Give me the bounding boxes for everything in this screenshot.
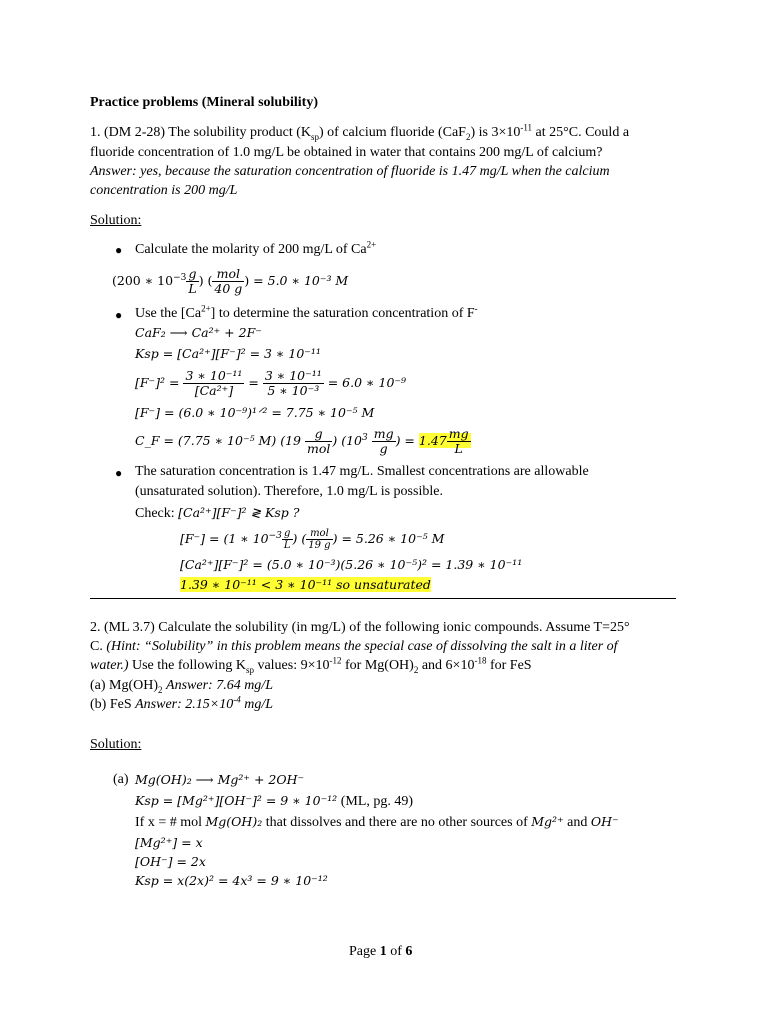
p1-eq-ksp: Ksp = [Ca²⁺][F⁻]² = 3 ∗ 10⁻¹¹ bbox=[135, 346, 321, 361]
p1-bullet2-b: ] to determine the saturation concentration of F bbox=[210, 306, 475, 321]
p2-sol-a-ksp2: Ksp = x(2x)² = 4x³ = 9 ∗ 10⁻¹² bbox=[135, 873, 328, 888]
p2-line3-sup2: -18 bbox=[474, 655, 487, 666]
p2-part-b-answer: Answer: 2.15×10 bbox=[135, 697, 234, 712]
p1-eq-f2-rhs: = 6.0 ∗ 10⁻⁹ bbox=[327, 375, 407, 390]
p1-bullet2-sup2: - bbox=[474, 303, 478, 314]
p1-line1-d: ) is 3×10 bbox=[470, 125, 521, 140]
p1-answer-line2: concentration is 200 mg/L bbox=[90, 183, 238, 198]
p2-part-b-sup: -4 bbox=[233, 694, 241, 705]
p2-line3-c: values: 9×10 bbox=[253, 658, 330, 673]
p1-eq-molarity-rhs: = 5.0 ∗ 10⁻³ M bbox=[253, 273, 349, 288]
p2-line3-sub: sp bbox=[245, 664, 254, 675]
bullet-icon: ● bbox=[115, 466, 123, 480]
p2-sol-a-if-m3: OH⁻ bbox=[590, 814, 619, 829]
p2-sol-a-ksp-ref: (ML, pg. 49) bbox=[337, 794, 414, 809]
p2-solution-label: Solution: bbox=[90, 737, 142, 752]
page-title: Practice problems (Mineral solubility) bbox=[90, 95, 318, 110]
p2-part-a bbox=[90, 677, 273, 695]
p1-eq-cf-a: C_F = (7.75 ∗ 10⁻⁵ M) bbox=[135, 433, 277, 448]
p1-eq-f2-d1: [Ca²⁺] bbox=[194, 383, 234, 398]
p1-bullet1-sup: 2+ bbox=[366, 239, 377, 250]
p1-check-eq1: [F⁻] = (1 ∗ $10^{-3}$ $\frac{g}{L}$ ) ( $\frac{\text{mol}}{19 g}$ ) = 5.26 ∗ 10⁻⁵ M bbox=[180, 528, 445, 551]
p1-eq-f2-n1: 3 ∗ 10⁻¹¹ bbox=[185, 368, 243, 383]
p2-line2 bbox=[90, 638, 618, 656]
p1-bullet2-sup: 2+ bbox=[201, 303, 211, 314]
p1-check-eq3 bbox=[180, 576, 431, 594]
p2-sol-a-if-m2: Mg²⁺ bbox=[531, 814, 564, 829]
p1-line1-sub: sp bbox=[311, 131, 320, 142]
p1-line1 bbox=[90, 124, 629, 142]
footer-page-number: 1 bbox=[379, 944, 387, 959]
p2-sol-a-if-m: Mg(OH)₂ bbox=[205, 814, 263, 829]
p1-check-eq: [Ca²⁺][F⁻]² ≷ Ksp ? bbox=[178, 505, 300, 520]
p2-sol-a-oh: [OH⁻] = 2x bbox=[135, 854, 206, 869]
p1-bullet3-line1: The saturation concentration is 1.47 mg/L. Smallest concentrations are allowable bbox=[135, 464, 589, 479]
p1-eq-f: [F⁻] = (6.0 ∗ 10⁻⁹)¹ᐟ² = 7.75 ∗ 10⁻⁵ M bbox=[135, 405, 375, 420]
p2-line3-e: and 6×10 bbox=[418, 658, 475, 673]
p1-check-eq1-rhs: = 5.26 ∗ 10⁻⁵ M bbox=[341, 531, 445, 546]
p2-sol-a-if-c: and bbox=[563, 815, 591, 830]
p1-eq-cf-res: 1.47 bbox=[418, 433, 447, 448]
p1-check bbox=[135, 504, 299, 523]
p2-line3-d: for Mg(OH) bbox=[341, 658, 414, 673]
p1-eq-cf-result: 1.47 $\frac{mg}{L}$ bbox=[418, 426, 469, 456]
p1-line1-e: -11 bbox=[520, 122, 533, 133]
p2-line3-sup: -12 bbox=[329, 655, 342, 666]
bullet-icon: ● bbox=[115, 243, 123, 257]
p1-bullet2 bbox=[135, 305, 478, 323]
p2-part-a-label: (a) Mg(OH) bbox=[90, 678, 159, 693]
p2-line1: 2. (ML 3.7) Calculate the solubility (in mg/L) of the following ionic compounds. Assume T=25° bbox=[90, 620, 630, 635]
p2-part-a-answer: Answer: 7.64 mg/L bbox=[166, 678, 273, 693]
p1-bullet1 bbox=[135, 241, 376, 259]
p1-eq-f2-lhs: [F⁻]² = bbox=[135, 375, 180, 390]
p2-part-a-sub: 2 bbox=[158, 684, 163, 695]
p2-line2-b: (Hint: “Solubility” in this problem means the special case of dissolving the salt in a liter of bbox=[106, 639, 618, 654]
p1-eq-f2-d2: 5 ∗ 10⁻³ bbox=[267, 383, 320, 398]
bullet-icon: ● bbox=[115, 308, 123, 322]
footer-total-pages: 6 bbox=[405, 944, 413, 959]
p1-solution-label: Solution: bbox=[90, 213, 142, 228]
p1-check-eq3-highlight: 1.39 ∗ 10⁻¹¹ < 3 ∗ 10⁻¹¹ so unsaturated bbox=[180, 577, 431, 592]
p1-eq-reaction: CaF₂ ⟶ Ca²⁺ + 2F⁻ bbox=[135, 325, 262, 340]
footer-mid: of bbox=[386, 944, 406, 959]
p1-check-eq2: [Ca²⁺][F⁻]² = (5.0 ∗ 10⁻³)(5.26 ∗ 10⁻⁵)² = 1.39 ∗ 10⁻¹¹ bbox=[180, 557, 523, 572]
p1-line1-a: 1. (DM 2-28) The solubility product (K bbox=[90, 125, 311, 140]
p2-sol-a-label: (a) bbox=[113, 772, 129, 787]
p1-bullet2-a: Use the [Ca bbox=[135, 306, 202, 321]
p1-eq-molarity: (200 ∗ $10^{-3}$ $\frac{g}{L}$ ) ( $\frac{\text{mol}}{40 g}$ ) = 5.0 ∗ 10⁻³ M bbox=[112, 266, 349, 296]
p1-answer-line1: Answer: yes, because the saturation concentration of fluoride is 1.47 mg/L when the calcium bbox=[90, 164, 610, 179]
p2-sol-a-if bbox=[135, 813, 619, 832]
p2-line3-b: Use the following K bbox=[128, 658, 246, 673]
p1-eq-f2: [F⁻]² = $\frac{\text{3 ∗ 10⁻¹¹}}{\text{[Ca²⁺]}}$ = $\frac{\text{3 ∗ 10⁻¹¹}}{\text{5 ∗ 10⁻³}}$ = 6.0 ∗ 10⁻⁹ bbox=[135, 368, 407, 398]
p1-check-label: Check: bbox=[135, 506, 175, 521]
p1-bullet3-line2: (unsaturated solution). Therefore, 1.0 mg/L is possible. bbox=[135, 484, 443, 499]
p2-part-b-label: (b) FeS bbox=[90, 697, 136, 712]
p2-line3 bbox=[90, 657, 532, 675]
footer-prefix: Page bbox=[349, 944, 380, 959]
page-footer bbox=[349, 943, 412, 961]
p2-line3-f: for FeS bbox=[486, 658, 532, 673]
p2-sol-a-eq: Mg(OH)₂ ⟶ Mg²⁺ + 2OH⁻ bbox=[135, 772, 305, 787]
p2-sol-a-ksp-eq: Ksp = [Mg²⁺][OH⁻]² = 9 ∗ 10⁻¹² bbox=[135, 793, 338, 808]
p1-line1-f: at 25°C. Could a bbox=[532, 125, 630, 140]
p2-sol-a-mg: [Mg²⁺] = x bbox=[135, 835, 203, 850]
p2-sol-a-if-a: If x = # mol bbox=[135, 815, 206, 830]
p1-line1-c: 2 bbox=[465, 131, 471, 142]
p2-line2-a: C. bbox=[90, 639, 107, 654]
p1-line1-b: ) of calcium fluoride (CaF bbox=[319, 125, 466, 140]
p2-sol-a-if-b: that dissolves and there are no other sources of bbox=[262, 815, 532, 830]
p1-eq-f2-n2: 3 ∗ 10⁻¹¹ bbox=[264, 368, 322, 383]
p1-bullet1-text: Calculate the molarity of 200 mg/L of Ca bbox=[135, 242, 367, 257]
p2-line3-a: water.) bbox=[90, 658, 129, 673]
p2-part-b bbox=[90, 696, 273, 714]
section-divider bbox=[90, 598, 676, 599]
p2-sol-a-ksp bbox=[135, 792, 413, 811]
p2-line3-sub2: 2 bbox=[413, 664, 419, 675]
p2-part-b-answer2: mg/L bbox=[240, 697, 274, 712]
p1-eq-cf: C_F = (7.75 ∗ 10⁻⁵ M) (19 $\frac{g}{\text{mol}}$ ) ($10^3$ $\frac{mg}{g}$ ) = 1.47 $\frac{mg}{L}$ bbox=[135, 426, 469, 456]
p1-line2: fluoride concentration of 1.0 mg/L be obtained in water that contains 200 mg/L of calcium? bbox=[90, 145, 603, 160]
